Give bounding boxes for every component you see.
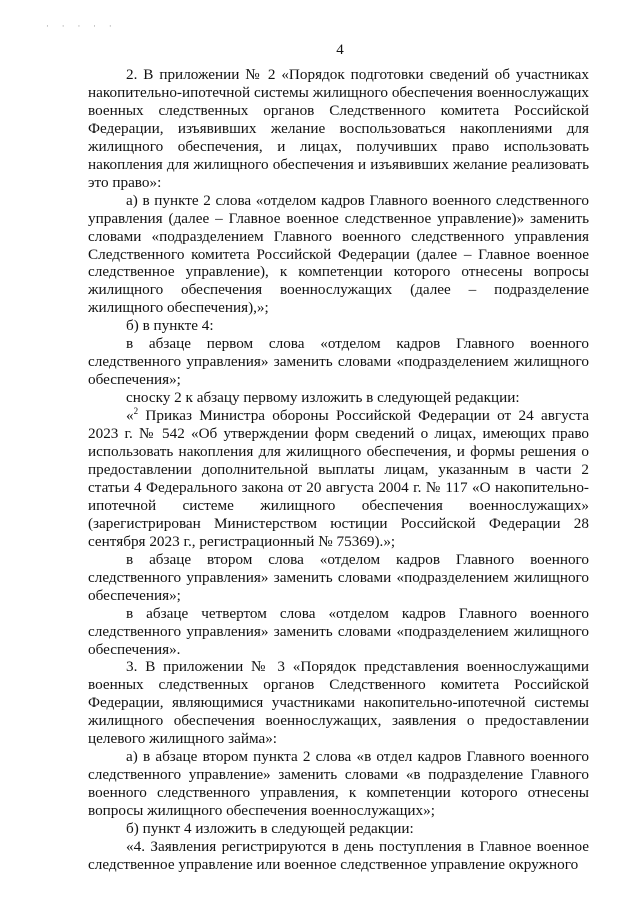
footnote-body: Приказ Министра обороны Российской Федерации от 24 августа 2023 г. № 542 «Об утверждении форм сведений о лицах, имеющих право использовать накопления для жилищного обеспечения, и формы решения о предоставлении дополнительной выплаты лицам, указанным в части 2 статьи 4 Федерального закона от 20 августа 2004 г. № 117 «О накопительно-ипотечной системе жилищного обеспечения военнослужащих» (зарегистрирован Министерством юстиции Российской Федерации 28 сентября 2023 г., регистрационный № 75369).»; xyxy=(88,407,589,550)
paragraph-footnote-intro: сноску 2 к абзацу первому изложить в следующей редакции: xyxy=(126,389,520,407)
paragraph-item-3-subitem-a: а) в абзаце втором пункта 2 слова «в отдел кадров Главного военного следственного управление» заменить словами «в подразделение Главного военного следственного управления, к компетенции которого отнесены вопросы жилищного обеспечения военнослужащих»; xyxy=(88,748,589,820)
paragraph-item-3: 3. В приложении № 3 «Порядок представления военнослужащими военных следственных органов Следственного комитета Российской Федерации, являющимися участниками накопительно-ипотечной системы жилищного обеспечения военнослужащих, заявления о предоставлении целевого жилищного займа»: xyxy=(88,658,589,748)
paragraph-fourth-abzac: в абзаце четвертом слова «отделом кадров Главного военного следственного управления» заменить словами «подразделением жилищного обеспечения». xyxy=(88,604,589,658)
paragraph-item-2: 2. В приложении № 2 «Порядок подготовки сведений об участниках накопительно-ипотечной системы жилищного обеспечения военнослужащих военных следственных органов Следственного комитета Российской Федерации, изъявивших желание воспользоваться накоплениями для жилищного обеспечения, и лицах, получивших право использовать накопления для жилищного обеспечения и изъявивших желание реализовать это право»: xyxy=(88,66,589,191)
footnote-marker: 2 xyxy=(133,406,139,417)
scan-artifact-marks: · · · · · xyxy=(46,22,117,32)
paragraph-point-4-text: «4. Заявления регистрируются в день поступления в Главное военное следственное управление или военное следственное управление окружного xyxy=(88,837,589,873)
paragraph-subitem-b: б) в пункте 4: xyxy=(126,317,214,335)
document-body xyxy=(88,66,589,874)
paragraph-subitem-a: а) в пункте 2 слова «отделом кадров Главного военного следственного управления (далее – Главное военное следственное управление)» заменить словами «подразделением Главного военного следственного управления Следственного комитета Российской Федерации (далее – Главное военное следственное управление), к компетенции которого отнесены вопросы жилищного обеспечения военнослужащих (далее – подразделение жилищного обеспечения),»; xyxy=(88,191,589,317)
footnote-open-quote: « xyxy=(126,407,134,425)
paragraph-first-abzac: в абзаце первом слова «отделом кадров Главного военного следственного управления» заменить словами «подразделением жилищного обеспечения»; xyxy=(88,335,589,389)
page-number: 4 xyxy=(336,42,344,58)
paragraph-second-abzac: в абзаце втором слова «отделом кадров Главного военного следственного управления» заменить словами «подразделением жилищного обеспечения»; xyxy=(88,550,589,604)
paragraph-item-3-subitem-b: б) пункт 4 изложить в следующей редакции: xyxy=(126,820,414,838)
paragraph-footnote-text xyxy=(88,407,589,551)
